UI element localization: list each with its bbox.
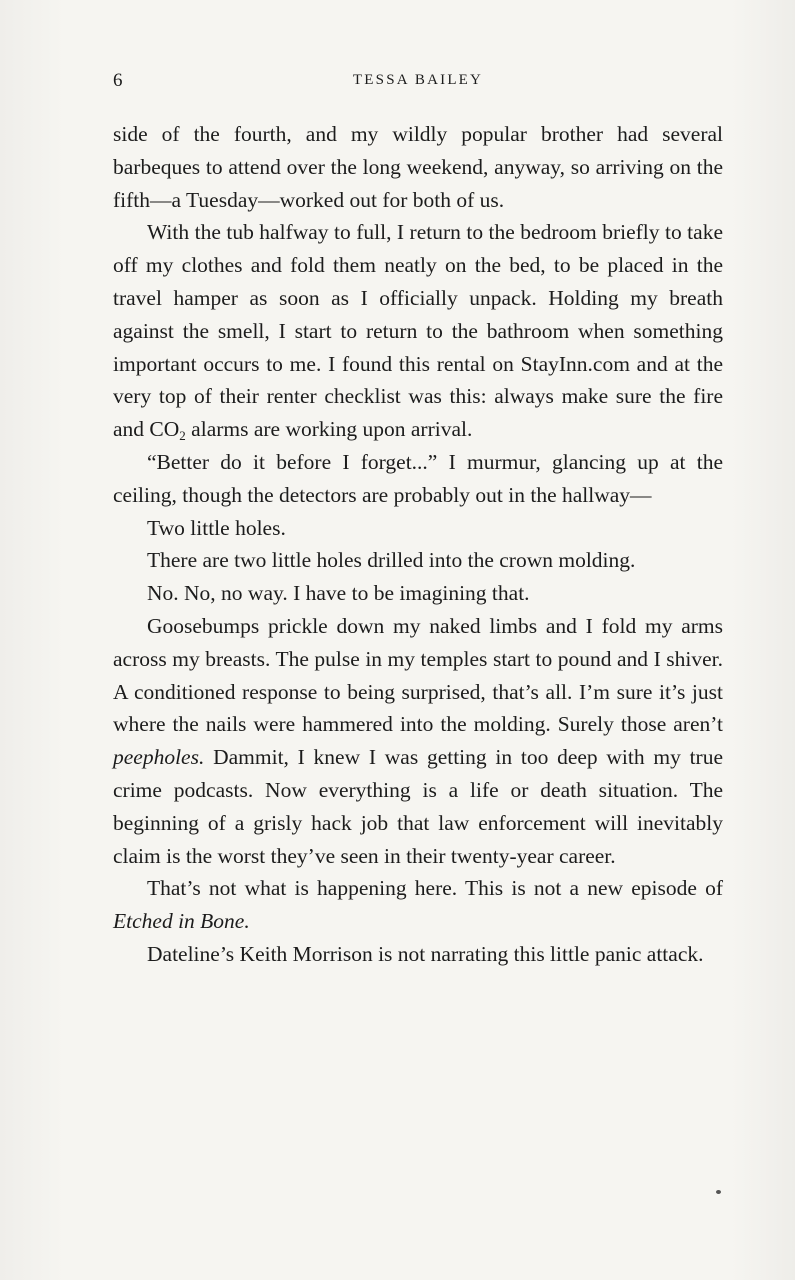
paragraph: No. No, no way. I have to be imagining that. (147, 581, 530, 606)
emphasis-title: Etched in Bone. (113, 909, 250, 934)
paragraph-text: That’s not what is happening here. This is not a new episode of (147, 876, 723, 901)
paragraph (113, 872, 723, 938)
ink-speck (716, 1190, 721, 1194)
emphasis-text: peepholes. (113, 745, 205, 770)
paragraph-text: alarms are working upon arrival. (185, 417, 473, 442)
paragraph: “Better do it before I forget...” I murmur, glancing up at the ceiling, though the detectors are probably out in the hallway— (113, 449, 723, 507)
paragraph: Dateline’s Keith Morrison is not narrating this little panic attack. (147, 941, 704, 966)
running-head-author: TESSA BAILEY (352, 72, 484, 88)
page-header (113, 70, 723, 96)
page-number: 6 (113, 70, 123, 91)
paragraph-text: With the tub halfway to full, I return to the bedroom briefly to take off my clothes and fold them neatly on the bed, to be placed in the travel hamper as soon as I officially unpack. Holding my breath against the smell, I start to return to the bathroom when something important occurs to me. I found this rental on StayInn.com and at the very top of their renter checklist was this: always make sure the fire and CO (113, 220, 723, 442)
paragraph (113, 216, 723, 446)
paragraph-continued: side of the fourth, and my wildly popular brother had several barbeques to attend over the long weekend, anyway, so arriving on the fifth—a Tuesday—worked out for both of us. (113, 122, 723, 212)
paragraph-text: Goosebumps prickle down my naked limbs and I fold my arms across my breasts. The pulse in my temples start to pound and I shiver. A conditioned response to being surprised, that’s all. I’m sure it’s just where the nails were hammered into the molding. Surely those aren’t (113, 613, 723, 737)
paragraph: Two little holes. (147, 515, 286, 540)
subscript: 2 (179, 428, 186, 444)
paragraph (113, 610, 723, 872)
paragraph: There are two little holes drilled into the crown molding. (147, 548, 636, 573)
body-text (113, 118, 723, 971)
paragraph-text: Dammit, I knew I was getting in too deep with my true crime podcasts. Now everything is a life or death situation. The beginning of a grisly hack job that law enforcement will inevitably claim is the worst they’ve seen in their twenty-year career. (113, 745, 723, 868)
